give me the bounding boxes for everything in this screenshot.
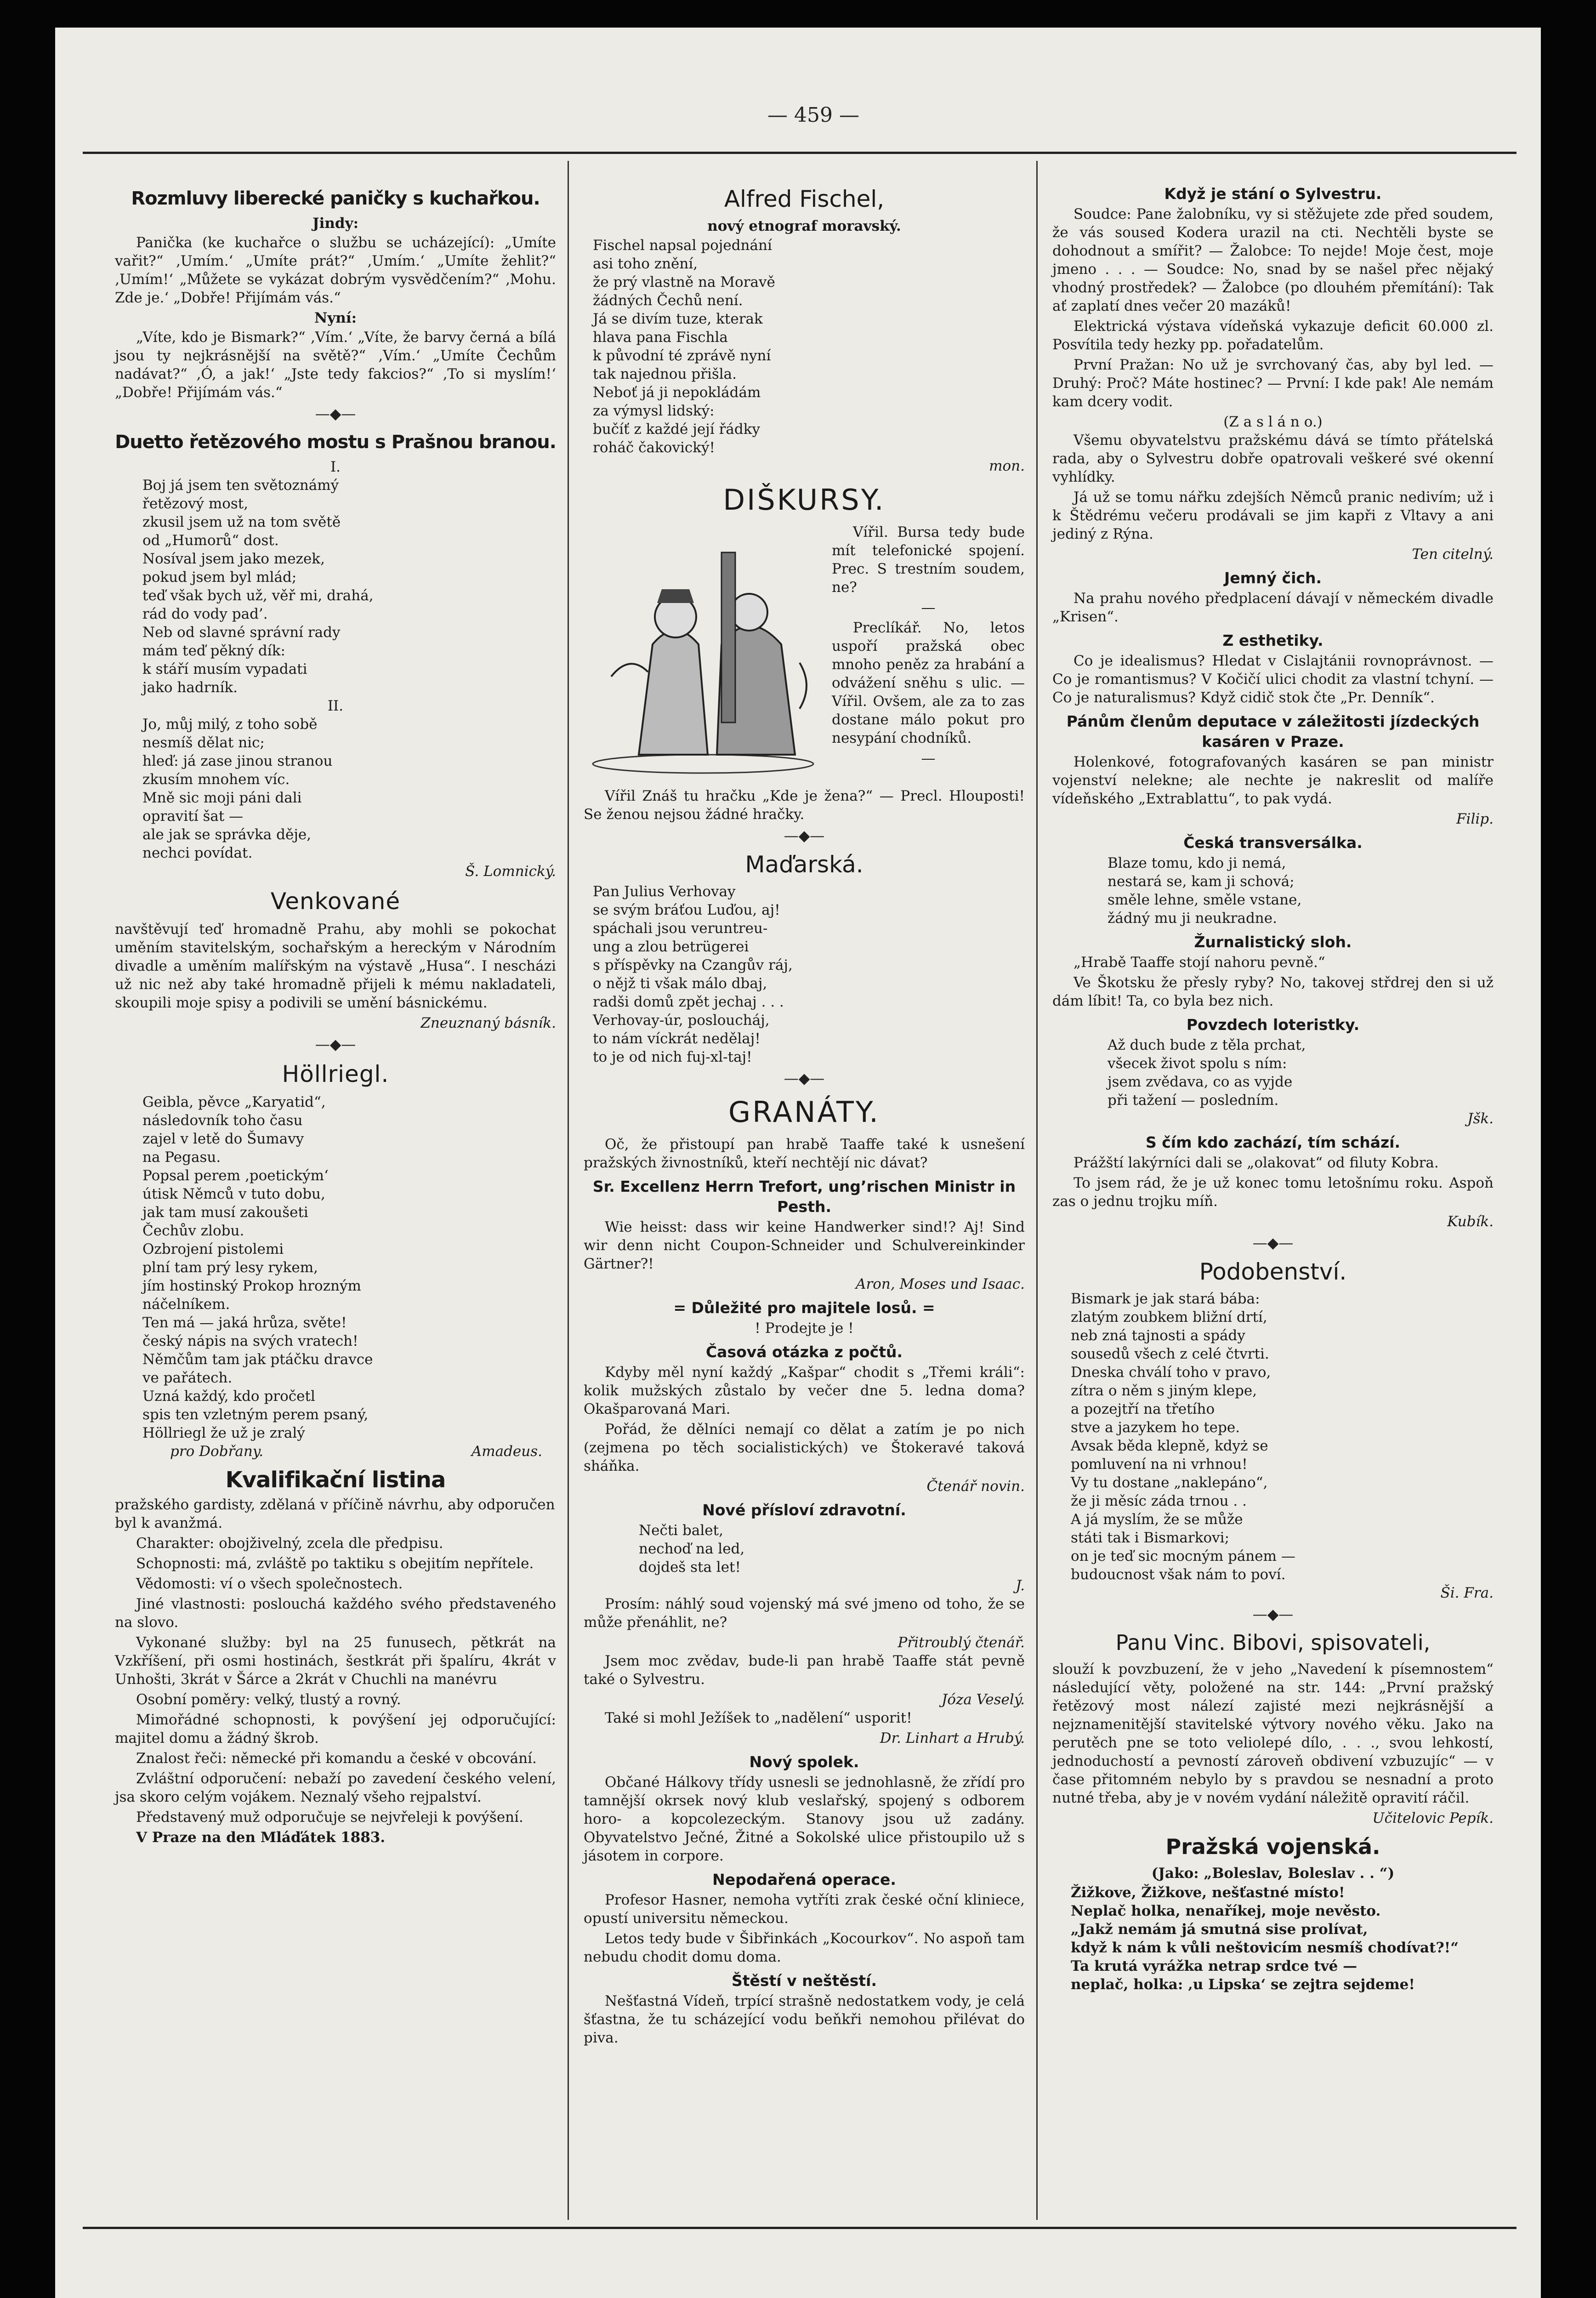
verse-line: Pan Julius Verhovay: [593, 883, 736, 900]
poem-verse: [584, 1521, 1025, 1576]
verse-line: nestará se, kam ji schová;: [1108, 873, 1295, 890]
author-signature: Józa Veselý.: [941, 1691, 1025, 1708]
article-text: Panička (ke kuchařce o službu se ucházející): „Umíte vařit?“ ‚Umím.‘ „Umíte prát?“ ‚Umím.‘ „Umíte žehlit?“ ‚Umím!‘ „Můžete se vykázat dobrým vysvědčením?“ ‚Mohu. Zde je.‘ „Dobře! Přijímám vás.“: [115, 234, 556, 306]
article-title: Štěstí v neštěstí.: [731, 1972, 877, 1990]
poem-verse: [1052, 1036, 1494, 1109]
verse-line: a pozejtří na třetího: [1071, 1401, 1215, 1417]
verse-line: český nápis na svých vratech!: [142, 1333, 358, 1349]
article-title: Časová otázka z počtů.: [705, 1343, 903, 1361]
article-title: Nový spolek.: [749, 1753, 859, 1771]
article-title: Duetto řetězového mostu s Prašnou branou.: [115, 432, 556, 453]
dialogue-text: Vířil Znáš tu hračku „Kde je žena?“ — Precl. Hlouposti! Se ženou nejsou žádné hračky.: [584, 788, 1025, 823]
verse-line: roháč čakovický!: [593, 439, 715, 456]
article-title: (Z a s l á n o.): [1223, 414, 1323, 430]
article-text: slouží k povzbuzení, že v jeho „Navedení k písemnostem“ následující věty, položené na str. 144: „První pražský řetězový most nálezí zajisté mezi nejkrásnější a nejznamenitější stavitelské výtvory nového věku. Jako na perutěch pne se toto veliolepé dílo, . . ., svou lehkostí, jednoduchostí a pevností zároveň obdivení vzbuzujíc“ — v čase přitomném nebylo by s pravdou se nesnadní a proto nutné třeba, aby je v novém vydání náležitě opravití ráčil.: [1052, 1661, 1494, 1806]
section-label: II.: [327, 698, 344, 714]
article-title: Höllriegl.: [282, 1061, 389, 1087]
author-signature: Dr. Linhart a Hrubý.: [880, 1730, 1025, 1746]
list-item: Představený muž odporučuje se nejvřeleji k povýšení.: [136, 1809, 523, 1826]
verse-line: Bismark je jak stará bába:: [1071, 1291, 1260, 1307]
verse-line: žádných Čechů není.: [593, 292, 743, 309]
verse-line: on je teď sic mocným pánem —: [1071, 1548, 1295, 1564]
verse-line: od „Humorů“ dost.: [142, 532, 279, 549]
verse-line: hlava pana Fischla: [593, 329, 728, 346]
article-text: Co je idealismus? Hledat v Cislajtánii rovnoprávnost. — Co je romantismus? V Kočičí ulici chodit za vlastní tchyní. — Co je naturalismus? Když cidič stok čte „Pr. Denník“.: [1052, 653, 1494, 706]
verse-line: „Jakž nemám já smutná sise prolívat,: [1071, 1921, 1368, 1938]
verse-line: Uzná každý, kdo pročetl: [142, 1388, 315, 1405]
author-signature: Filip.: [1456, 811, 1494, 827]
verse-line: Ta krutá vyrážka netrap srdce tvé —: [1071, 1958, 1357, 1974]
column-divider: [1036, 161, 1038, 2220]
poem-verse: [1052, 854, 1494, 927]
verse-line: zajel v letě do Šumavy: [142, 1131, 304, 1147]
verse-line: o nějž ti však málo dbaj,: [593, 975, 767, 992]
verse-line: s příspěvky na Czangův ráj,: [593, 957, 793, 973]
ornament-divider: —◆—: [784, 1069, 825, 1087]
article-text: Soudce: Pane žalobníku, vy si stěžujete zde před soudem, že vás soused Kodera urazil na cti. Nechtěli byste se dohodnout a smířit? — Žalobce: To nejde! Moje čest, moje jmeno . . . — Soudce: No, snad by se našel přec nějaký vhodný prostředek? — Žalobce (po dlouhém přemítání): Tak ať zaplatí dnes večer 20 mazáků!: [1052, 206, 1494, 314]
article-text: ! Prodejte je !: [755, 1320, 854, 1337]
list-item: Osobní poměry: velký, tlustý a rovný.: [136, 1691, 401, 1708]
section-title: GRANÁTY.: [728, 1095, 880, 1129]
verse-line: Neb od slavné správní rady: [142, 624, 341, 641]
article-text: Jsem moc zvědav, bude-li pan hrabě Taaffe stát pevně také o Sylvestru.: [584, 1653, 1025, 1688]
verse-line: ale jak se správka děje,: [142, 826, 312, 843]
article-title: Povzdech loteristky.: [1186, 1016, 1360, 1034]
article-text: Všemu obyvatelstvu pražskému dává se tímto přátelská rada, aby o Sylvestru dobře opatrovali veškeré své okenní vyhlídky.: [1052, 432, 1494, 485]
article-text: „Víte, kdo je Bismark?“ ‚Vím.‘ „Víte, že barvy černá a bílá jsou ty nejkrásnější na světě?“ ‚Vím.‘ „Umíte Čechům nadávat?“ ‚Ó, a jak!‘ „Jste tedy fakcios?“ ‚To si myslím!‘ „Dobře! Přijímám vás.“: [115, 329, 556, 401]
article-text: Také si mohl Ježíšek to „nadělení“ usporit!: [605, 1710, 912, 1726]
column-divider: [568, 161, 569, 2220]
verse-line: jím hostinský Prokop hrozným: [142, 1278, 361, 1294]
verse-line: že ji měsíc záda trnou . .: [1071, 1493, 1247, 1509]
article-text: Já už se tomu nářku zdejších Němců pranic nedivím; už i k Štědrému večeru prodávali se jim kapři z Vltavy a ani jediný z Rýna.: [1052, 489, 1494, 542]
verse-line: náčelníkem.: [142, 1296, 230, 1313]
section-label: Nyní:: [314, 310, 357, 326]
verse-line: Já se divím tuze, kterak: [593, 311, 763, 327]
article-text: To jsem rád, že je už konec tomu letošnímu roku. Aspoň zas o jednu trojku míň.: [1052, 1175, 1494, 1210]
poem-verse: [584, 882, 1025, 1066]
verse-line: zlatým zoubkem bližní drtí,: [1071, 1309, 1267, 1325]
dateline: V Praze na den Mláďátek 1883.: [136, 1829, 386, 1846]
article-text: Prážští lakýrníci dali se „olakovat“ od filuty Kobra.: [1073, 1155, 1439, 1171]
verse-line: pomluvení na ni vrhnou!: [1071, 1456, 1248, 1473]
author-signature: Zneuznaný básník.: [420, 1015, 556, 1031]
verse-line: dojdeš sta let!: [639, 1559, 741, 1576]
signature-row: [115, 1442, 556, 1461]
verse-line: za výmysl lidský:: [593, 403, 715, 419]
ornament-divider: —◆—: [1252, 1234, 1294, 1251]
newspaper-page: [55, 28, 1541, 2298]
article-title: Nové přísloví zdravotní.: [702, 1501, 906, 1519]
verse-line: Blaze tomu, kdo ji nemá,: [1108, 855, 1286, 871]
verse-line: bučíť z každé její řádky: [593, 421, 761, 438]
verse-line: Neboť já ji nepokládám: [593, 384, 761, 401]
verse-line: sousedů všech z celé čtvrti.: [1071, 1346, 1269, 1362]
section-label: Jindy:: [312, 215, 359, 232]
section-label: I.: [330, 459, 341, 475]
author-signature: Aron, Moses und Isaac.: [856, 1276, 1025, 1292]
article-subtitle: nový etnograf moravský.: [707, 218, 901, 234]
article-title: Panu Vinc. Bibovi, spisovateli,: [1115, 1630, 1431, 1655]
list-item: Znalost řeči: německé při komandu a české v obcování.: [136, 1750, 537, 1767]
verse-line: Nosíval jsem jako mezek,: [142, 551, 325, 567]
verse-line: Žižkove, Žižkove, nešťastné místo!: [1071, 1884, 1345, 1901]
verse-line: budoucnost však nám to poví.: [1071, 1566, 1286, 1583]
verse-line: asi toho znění,: [593, 256, 698, 272]
list-item: Schopnosti: má, zvláště po taktiku s obejitím nepřítele.: [136, 1555, 534, 1572]
verse-line: nesmíš dělat nic;: [142, 734, 265, 751]
article-title: Česká transversálka.: [1183, 834, 1363, 852]
poem-verse: [115, 476, 556, 697]
author-signature: Š. Lomnický.: [465, 863, 556, 880]
article-title: Podobenství.: [1199, 1258, 1347, 1285]
article-title: Rozmluvy liberecké paničky s kuchařkou.: [131, 188, 540, 209]
verse-line: Nečti balet,: [639, 1522, 723, 1539]
cartoon-illustration: [584, 525, 823, 782]
verse-line: opravití šat —: [142, 808, 244, 825]
verse-line: k původní té zprávě nyní: [593, 347, 771, 364]
verse-line: když k nám k vůli neštovicím nesmíš chodívat?!“: [1071, 1940, 1459, 1956]
list-item: Zvláštní odporučení: nebaží po zavedení českého velení, jsa skoro celým vojákem. Neznalý všeho rejpalství.: [115, 1770, 556, 1805]
verse-line: teď však bych už, věř mi, drahá,: [142, 587, 374, 604]
verse-line: Boj já jsem ten světoznámý: [142, 477, 339, 494]
section-title: DIŠKURSY.: [723, 483, 886, 517]
article-text: „Hrabě Taaffe stojí nahoru pevně.“: [1073, 954, 1325, 971]
article-text: navštěvují teď hromadně Prahu, aby mohli se pokochat uměním stavitelským, sochařským a hereckým v Národním divadle a uměním malířským na výstavě „Husa“. I nescházi už nic než aby také hromadně přijeli k mému nakladateli, skoupili moje spisy a podivili se umění básnickému.: [115, 921, 556, 1011]
article-text: Wie heisst: dass wir keine Handwerker sind!? Aj! Sind wir denn nicht Coupon-Schneider und Schulvereinkinder Gärtner?!: [584, 1219, 1025, 1272]
verse-line: všecek život spolu s ním:: [1108, 1055, 1287, 1072]
verse-line: neplač, holka: ‚u Lipska‘ se zejtra sejdeme!: [1071, 1976, 1415, 1993]
author-signature: Učitelovic Pepík.: [1372, 1810, 1494, 1826]
column-right: [1052, 179, 1494, 1994]
verse-line: stve a jazykem ho tepe.: [1071, 1419, 1240, 1436]
list-item: Vykonané služby: byl na 25 funusech, pětkrát na Vzkříšení, při osmi hostinách, šestkrát při špalíru, 4krát v Unhošti, 3krát v Šárce a 2krát v Chuchli na manévru: [115, 1634, 556, 1688]
author-signature: Přitroublý čtenář.: [897, 1634, 1025, 1651]
article-title: Alfred Fischel,: [724, 186, 885, 212]
article-title: = Důležité pro majitele losů. =: [673, 1299, 935, 1317]
verse-line: jak tam musí zakoušeti: [142, 1204, 308, 1221]
verse-line: Neplač holka, nenaříkej, moje nevěsto.: [1071, 1903, 1381, 1919]
article-title: Pražská vojenská.: [1165, 1834, 1380, 1859]
article-title: Venkované: [270, 888, 401, 915]
ornament-divider: —◆—: [784, 827, 825, 844]
column-left: [115, 179, 556, 1849]
article-title: S čím kdo zachází, tím schází.: [1145, 1133, 1401, 1151]
article-title: Pánům členům deputace v záležitosti jízdeckých kasáren v Praze.: [1066, 712, 1480, 751]
article-text: Oč, že přistoupí pan hrabě Taaffe také k usnešení pražských živnostníků, kteří nechtějí nic dávat?: [584, 1136, 1025, 1171]
verse-line: pokud jsem byl mlád;: [142, 569, 297, 586]
article-title: Sr. Excellenz Herrn Trefort, ung’rischen Ministr in Pesth.: [592, 1177, 1016, 1216]
article-subtitle: (Jako: „Boleslav, Boleslav . . “): [1151, 1865, 1395, 1882]
verse-line: nechci povídat.: [142, 845, 253, 861]
article-text: Letos tedy bude v Šibřinkách „Kocourkov“. No aspoň tam nebudu chodit domu doma.: [584, 1930, 1025, 1965]
separator: —: [921, 750, 936, 767]
verse-line: to nám víckrát nedělaj!: [593, 1030, 761, 1047]
list-item: Jiné vlastnosti: poslouchá každého svého představeného na slovo.: [115, 1596, 556, 1631]
verse-line: Ten má — jaká hrůza, světe!: [142, 1314, 347, 1331]
verse-line: Ozbrojení pistolemi: [142, 1241, 284, 1257]
author-signature: Ši. Fra.: [1440, 1585, 1494, 1601]
verse-line: mám teď pěkný dík:: [142, 643, 285, 659]
verse-line: nechoď na led,: [639, 1541, 745, 1557]
verse-line: plní tam prý lesy rykem,: [142, 1259, 318, 1276]
article-title: Když je stání o Sylvestru.: [1164, 185, 1382, 203]
verse-line: Vy tu dostane „naklepáno“,: [1071, 1474, 1268, 1491]
article-text: Pořád, že dělníci nemají co dělat a zatím je po nich (zejmena po těch socialistických) ve Štokeravé taková sháňka.: [584, 1421, 1025, 1474]
verse-line: Geibla, pěvce „Karyatid“,: [142, 1094, 326, 1110]
article-text: Na prahu nového předplacení dávají v německém divadle „Krisen“.: [1052, 590, 1494, 625]
article-title: Jemný čich.: [1224, 569, 1322, 587]
verse-line: jsem zvědava, co as vyjde: [1108, 1074, 1293, 1090]
verse-line: Popsal perem ‚poetickým‘: [142, 1167, 329, 1184]
verse-line: Čechův zlobu.: [142, 1223, 244, 1239]
article-text: Ve Škotsku že přesly ryby? No, takovej střdrej den si už dám líbit! Ta, co byla bez nich.: [1052, 974, 1494, 1009]
poem-verse: [115, 715, 556, 862]
top-rule: [83, 152, 1516, 154]
article-text: První Pražan: No už je svrchovaný čas, aby byl led. — Druhý: Proč? Máte hostinec? — První: I kde pak! Ale nemám kam dcery vodit.: [1052, 357, 1494, 410]
column-middle: [584, 179, 1025, 2049]
ornament-divider: —◆—: [315, 1035, 356, 1053]
article-text: Holenkové, fotografovaných kasáren se pan ministr vojenství nelekne; ale nechte je nakreslit od malíře vídeňského „Extrablattu“, to pak vydá.: [1052, 754, 1494, 807]
ornament-divider: —◆—: [1252, 1605, 1294, 1623]
page-number: — 459 —: [767, 103, 859, 127]
verse-line: to je od nich fuj-xl-taj!: [593, 1049, 752, 1065]
verse-line: neb zná tajnosti a spády: [1071, 1327, 1245, 1344]
dialogue-text: Preclíkář. No, letos uspoří pražská obec mnoho peněz za hrabání a odvážení sněhu s ulic. — Vířil. Ovšem, ale za to zas dostane málo pokut pro nesypání chodníků.: [832, 620, 1025, 746]
verse-line: Až duch bude z těla prchat,: [1108, 1037, 1306, 1053]
verse-line: žádný mu ji neukradne.: [1108, 910, 1277, 927]
verse-line: radši domů zpět jechaj . . .: [593, 994, 784, 1010]
verse-line: jako hadrník.: [142, 679, 238, 696]
verse-line: hleď: já zase jinou stranou: [142, 753, 333, 769]
article-text: pražského gardisty, zdělaná v příčině návrhu, aby odporučen byl k avanžmá.: [115, 1496, 555, 1531]
bottom-rule: [83, 2227, 1516, 2229]
poem-verse: [1052, 1290, 1494, 1584]
author-signature: Jšk.: [1467, 1110, 1494, 1127]
author-signature: Kubík.: [1447, 1213, 1494, 1230]
verse-line: státi tak i Bismarkovi;: [1071, 1530, 1230, 1546]
verse-line: Verhovay-úr, posloucháj,: [593, 1012, 770, 1029]
verse-line: zkusil jsem už na tom světě: [142, 514, 341, 530]
list-item: Mimořádné schopnosti, k povýšení jej odporučující: majitel domu a žádný škrob.: [115, 1712, 556, 1746]
place-signature: pro Dobřany.: [170, 1443, 264, 1460]
verse-line: spis ten vzletným perem psaný,: [142, 1406, 369, 1423]
article-title: Kvalifikační listina: [225, 1467, 446, 1493]
verse-line: ung a zlou betrügerei: [593, 939, 749, 955]
verse-line: směle lehne, směle vstane,: [1108, 892, 1302, 908]
ornament-divider: —◆—: [315, 405, 356, 422]
verse-line: Höllriegl že už je zralý: [142, 1425, 305, 1441]
verse-line: se svým bráťou Luďou, aj!: [593, 902, 780, 918]
verse-line: Němčům tam jak ptáčku dravce: [142, 1351, 373, 1368]
verse-line: Jo, můj milý, z toho sobě: [142, 716, 318, 733]
verse-line: ve pařátech.: [142, 1370, 233, 1386]
article-title: Žurnalistický sloh.: [1194, 933, 1352, 951]
author-signature: J.: [1016, 1577, 1025, 1594]
poem-verse: [115, 1093, 556, 1442]
verse-line: řetězový most,: [142, 495, 249, 512]
verse-line: spáchali jsou veruntreu-: [593, 920, 768, 937]
verse-line: že prý vlastně na Moravě: [593, 274, 775, 290]
verse-line: při tažení — posledním.: [1108, 1092, 1279, 1109]
separator: —: [921, 599, 936, 616]
verse-line: rád do vody pad’.: [142, 606, 268, 622]
verse-line: zkusím mnohem víc.: [142, 771, 290, 788]
poem-verse: [1052, 1883, 1494, 1994]
verse-line: následovník toho času: [142, 1112, 303, 1129]
article-title: Z esthetiky.: [1222, 631, 1323, 649]
verse-line: útisk Němců v tuto dobu,: [142, 1186, 325, 1202]
author-signature: Čtenář novin.: [926, 1478, 1025, 1495]
author-signature: Amadeus.: [471, 1443, 542, 1460]
author-signature: Ten citelný.: [1412, 546, 1494, 563]
article-text: Prosím: náhlý soud vojenský má své jmeno od toho, že se může přenáhlit, ne?: [584, 1596, 1025, 1631]
article-text: Nešťastná Vídeň, trpící strašně nedostatkem vody, je celá šťastna, že tu scházející vodu beňkři nemohou přilévat do piva.: [584, 1993, 1025, 2046]
article-text: Elektrická výstava vídeňská vykazuje deficit 60.000 zl. Posvítila tedy hezky pp. pořadatelům.: [1052, 318, 1494, 353]
article-text: Profesor Hasner, nemoha vytříti zrak české oční kliniece, opustí universitu německou.: [584, 1892, 1025, 1927]
verse-line: zítra o něm s jiným klepe,: [1071, 1382, 1257, 1399]
article-title: Maďarská.: [745, 851, 863, 878]
list-item: Charakter: obojživelný, zcela dle předpisu.: [136, 1535, 443, 1552]
verse-line: k stáří musím vypadati: [142, 661, 307, 677]
article-title: Nepodařená operace.: [712, 1871, 896, 1888]
verse-line: na Pegasu.: [142, 1149, 221, 1166]
verse-line: Avsak běda klepně, kdyż se: [1071, 1438, 1268, 1454]
verse-line: Mně sic moji páni dali: [142, 790, 302, 806]
verse-line: Fischel napsal pojednání: [593, 237, 772, 254]
article-text: Kdyby měl nyní každý „Kašpar“ chodit s „Třemi králi“: kolik mužských zůstalo by večer dne 5. ledna doma? Okašparovaná Mari.: [584, 1364, 1025, 1417]
verse-line: tak najednou přišla.: [593, 366, 737, 382]
verse-line: A já myslím, že se může: [1071, 1511, 1243, 1528]
poem-verse: [584, 236, 1025, 457]
list-item: Vědomosti: ví o všech společnostech.: [136, 1576, 403, 1592]
author-signature: mon.: [989, 458, 1025, 474]
dialogue-text: Vířil. Bursa tedy bude mít telefonické spojení. Prec. S trestním soudem, ne?: [832, 524, 1025, 596]
verse-line: Dneska chválí toho v pravo,: [1071, 1364, 1271, 1381]
article-text: Občané Hálkovy třídy usnesli se jednohlasně, že zřídí pro tamnější okrsek nový klub veslařský, spojený s odborem horo- a kopcolezeckým. Stanovy jsou už zadány. Obyvatelstvo Ječné, Žitné a Sokolské ulice přistoupilo už s jásotem in corpore.: [584, 1774, 1025, 1864]
